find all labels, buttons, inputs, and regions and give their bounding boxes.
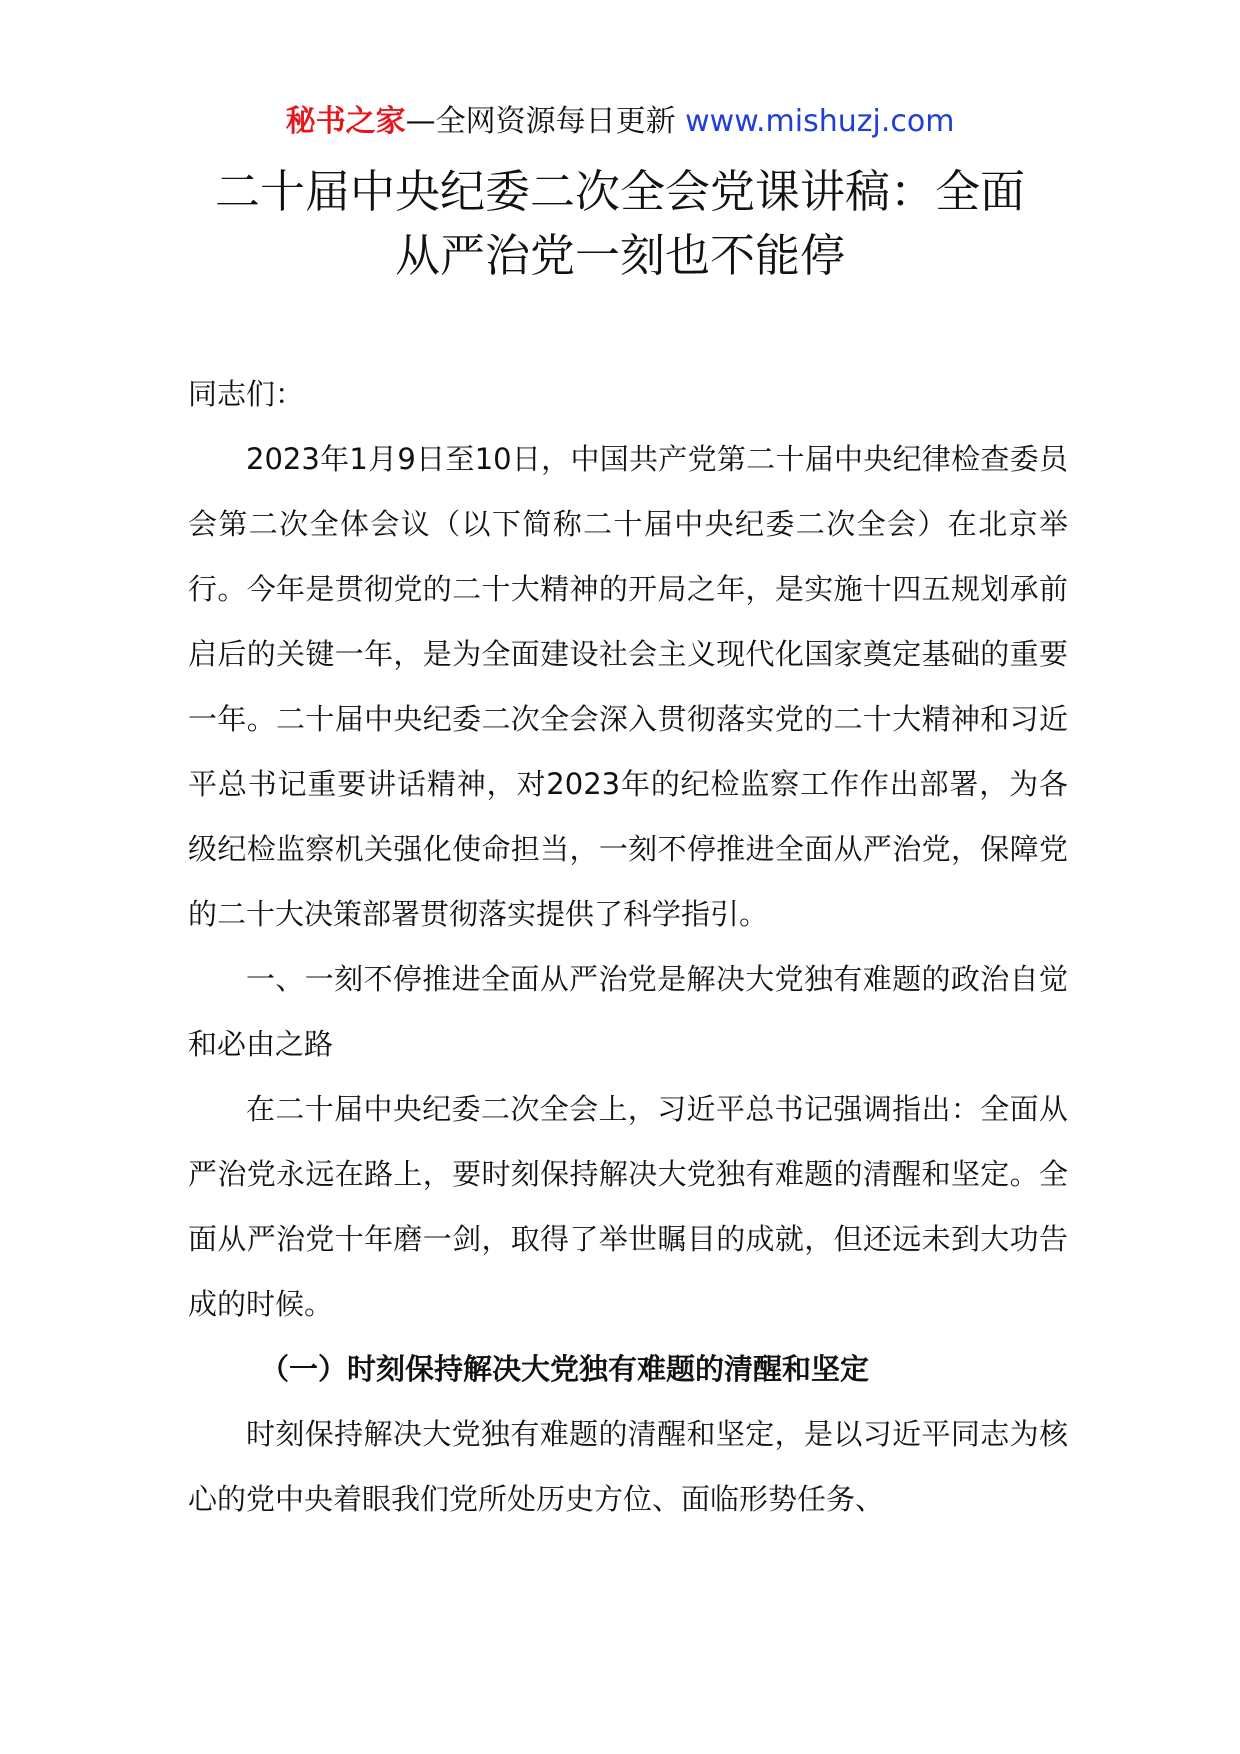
header-tagline: —全网资源每日更新 [405, 104, 676, 139]
paragraph-3: 时刻保持解决大党独有难题的清醒和坚定，是以习近平同志为核心的党中央着眼我们党所处历史方位、面临形势任务、 [188, 1417, 1068, 1516]
document-title [150, 160, 1090, 288]
site-url-link[interactable]: www.mishuzj.com [685, 104, 955, 139]
document-body [188, 362, 1068, 1532]
subsection-heading-1: （一）时刻保持解决大党独有难题的清醒和坚定 [260, 1352, 870, 1386]
salutation: 同志们： [188, 377, 305, 411]
paragraph-1: 2023年1月9日至10日，中国共产党第二十届中央纪律检查委员会第二次全体会议（以下简称二十届中央纪委二次全会）在北京举行。今年是贯彻党的二十大精神的开局之年，是实施十四五规划承前启后的关键一年，是为全面建设社会主义现代化国家奠定基础的重要一年。二十届中央纪委二次全会深入贯彻落实党的二十大精神和习近平总书记重要讲话精神，对2023年的纪检监察工作作出部署，为各级纪检监察机关强化使命担当，一刻不停推进全面从严治党，保障党的二十大决策部署贯彻落实提供了科学指引。 [188, 442, 1068, 931]
title-line-2: 从严治党一刻也不能停 [394, 229, 845, 282]
paragraph-2: 在二十届中央纪委二次全会上，习近平总书记强调指出：全面从严治党永远在路上，要时刻保持解决大党独有难题的清醒和坚定。全面从严治党十年磨一剑，取得了举世瞩目的成就，但还远未到大功告成的时候。 [188, 1092, 1068, 1321]
section-heading-1: 一、一刻不停推进全面从严治党是解决大党独有难题的政治自觉和必由之路 [188, 962, 1068, 1061]
brand-name: 秘书之家 [285, 104, 406, 139]
title-line-1: 二十届中央纪委二次全会党课讲稿：全面 [214, 165, 1025, 218]
site-header [0, 102, 1240, 142]
